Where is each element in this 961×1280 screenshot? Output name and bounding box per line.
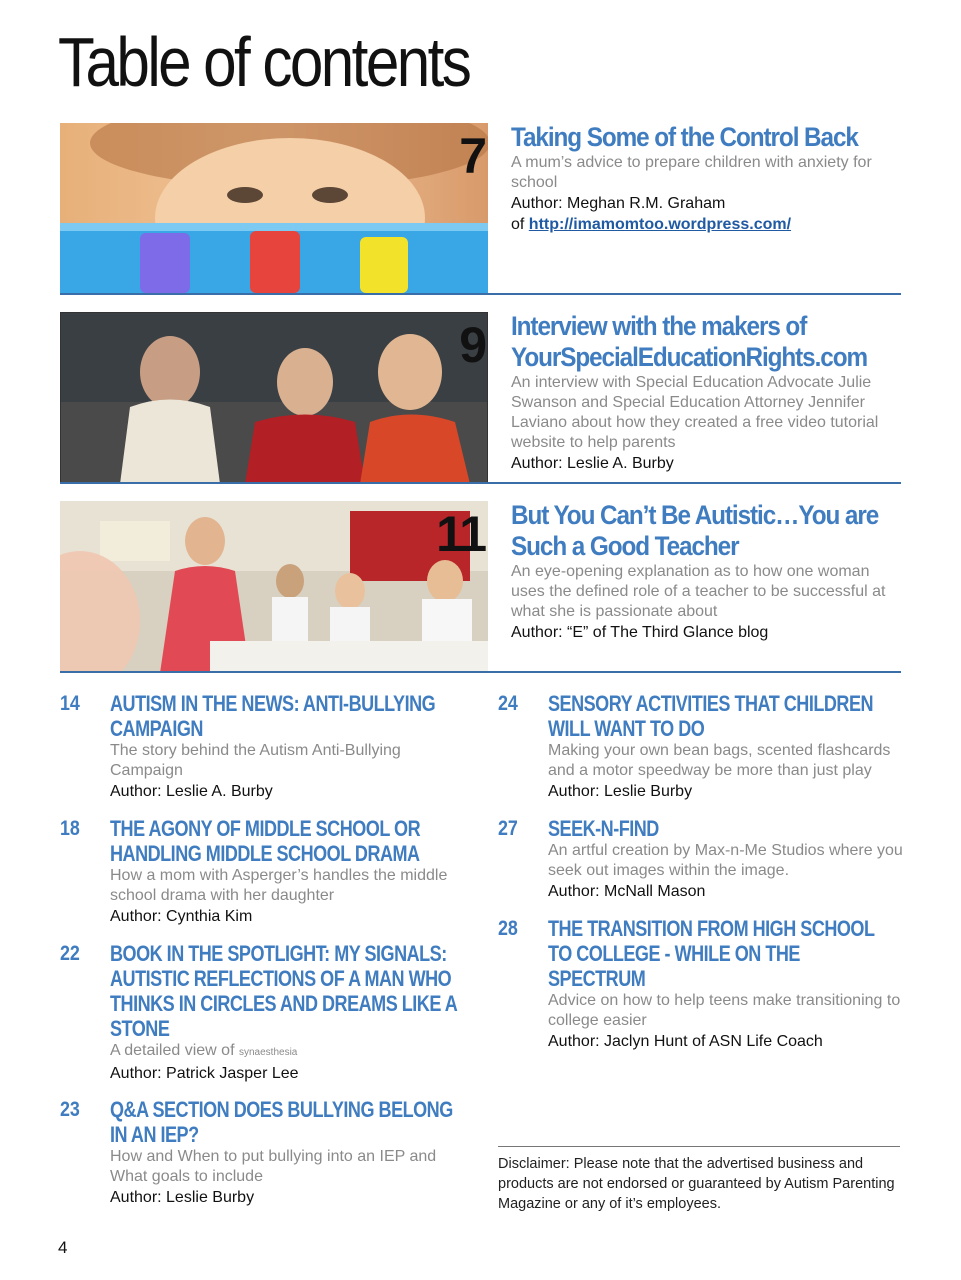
feature-author: Author: Leslie A. Burby bbox=[511, 455, 674, 472]
entry-author: Author: Leslie Burby bbox=[110, 1189, 255, 1206]
entry-description-text: A detailed view of bbox=[110, 1042, 235, 1059]
entry-author: Author: Cynthia Kim bbox=[110, 908, 253, 925]
entry-title[interactable]: THE AGONY OF MIDDLE SCHOOL OR HANDLING MIDDLE SCHOOL DRAMA bbox=[110, 816, 421, 866]
link-prefix: of bbox=[511, 216, 525, 233]
entry-page-number: 27 bbox=[498, 817, 518, 840]
entry-page-number: 28 bbox=[498, 917, 518, 940]
feature-page-number: 7 bbox=[459, 128, 485, 184]
entry-author: Author: McNall Mason bbox=[548, 883, 706, 900]
entry-author: Author: Patrick Jasper Lee bbox=[110, 1065, 299, 1082]
entry-title[interactable]: SENSORY ACTIVITIES THAT CHILDREN WILL WANT TO DO bbox=[548, 691, 874, 741]
disclaimer-divider bbox=[498, 1146, 900, 1147]
section-divider bbox=[60, 671, 901, 673]
entry-title[interactable]: SEEK-N-FIND bbox=[548, 816, 659, 841]
feature-article-7[interactable] bbox=[60, 123, 900, 295]
feature-author: Author: “E” of The Third Glance blog bbox=[511, 624, 769, 641]
feature-author: Author: Meghan R.M. Graham bbox=[511, 195, 726, 212]
feature-article-9[interactable] bbox=[60, 312, 900, 484]
entry-description: Advice on how to help teens make transitioning to college easier bbox=[548, 992, 901, 1029]
disclaimer-text: Disclaimer: Please note that the advertised business and products are not endorsed or guaranteed by Autism Parenting Magazine or any of it’s employees. bbox=[498, 1156, 895, 1212]
entry-title[interactable]: AUTISM IN THE NEWS: ANTI-BULLYING CAMPAIGN bbox=[110, 691, 436, 741]
feature-article-11[interactable] bbox=[60, 501, 900, 673]
entry-author: Author: Leslie A. Burby bbox=[110, 783, 273, 800]
entry-title[interactable]: Q&A SECTION DOES BULLYING BELONG IN AN IEP? bbox=[110, 1097, 453, 1147]
feature-author-link-line bbox=[511, 214, 901, 235]
entry-description: An artful creation by Max-n-Me Studios where you seek out images within the image. bbox=[548, 842, 903, 879]
page-title: Table of contents bbox=[58, 23, 470, 101]
entry-page-number: 22 bbox=[60, 942, 80, 965]
feature-title[interactable]: Interview with the makers of YourSpecialEducationRights.com bbox=[511, 311, 868, 372]
entry-title[interactable]: THE TRANSITION FROM HIGH SCHOOL TO COLLEGE - WHILE ON THE SPECTRUM bbox=[548, 916, 875, 991]
entry-description: The story behind the Autism Anti-Bullying Campaign bbox=[110, 742, 401, 779]
entry-description: How and When to put bullying into an IEP and What goals to include bbox=[110, 1148, 437, 1185]
three-women-interview-photo bbox=[60, 312, 488, 484]
feature-title[interactable]: But You Can’t Be Autistic…You are Such a Good Teacher bbox=[511, 500, 879, 561]
feature-text bbox=[511, 122, 901, 235]
entry-description bbox=[110, 1041, 470, 1063]
teacher-with-students-photo bbox=[60, 501, 488, 673]
section-divider bbox=[60, 293, 901, 295]
child-with-abc-blocks-photo bbox=[60, 123, 488, 295]
entry-title[interactable]: BOOK IN THE SPOTLIGHT: MY SIGNALS: AUTISTIC REFLECTIONS OF A MAN WHO THINKS IN CIRCLES AND DREAMS LIKE A STONE bbox=[110, 941, 457, 1041]
entry-page-number: 23 bbox=[60, 1098, 80, 1121]
entry-author: Author: Leslie Burby bbox=[548, 783, 693, 800]
section-divider bbox=[60, 482, 901, 484]
feature-page-number: 9 bbox=[459, 317, 485, 373]
entry-description: Making your own bean bags, scented flashcards and a motor speedway be more than just play bbox=[548, 742, 891, 779]
feature-text bbox=[511, 311, 901, 474]
feature-page-number: 11 bbox=[436, 506, 485, 562]
entry-description: How a mom with Asperger’s handles the middle school drama with her daughter bbox=[110, 867, 448, 904]
entry-page-number: 24 bbox=[498, 692, 518, 715]
entry-author: Author: Jaclyn Hunt of ASN Life Coach bbox=[548, 1033, 823, 1050]
feature-description: A mum’s advice to prepare children with anxiety for school bbox=[511, 154, 872, 191]
page-number: 4 bbox=[58, 1238, 68, 1257]
entry-page-number: 18 bbox=[60, 817, 80, 840]
entry-page-number: 14 bbox=[60, 692, 80, 715]
feature-description: An eye-opening explanation as to how one woman uses the defined role of a teacher to be successful at what she is passionate about bbox=[511, 563, 886, 620]
author-website-link[interactable]: http://imamomtoo.wordpress.com/ bbox=[528, 216, 792, 233]
entry-description-small: synaesthesia bbox=[238, 1047, 298, 1058]
feature-title[interactable]: Taking Some of the Control Back bbox=[511, 122, 858, 152]
feature-text bbox=[511, 500, 901, 643]
feature-description: An interview with Special Education Advocate Julie Swanson and Special Education Attorney Jennifer Laviano about how they created a free video tutorial website to help parents bbox=[511, 374, 879, 451]
